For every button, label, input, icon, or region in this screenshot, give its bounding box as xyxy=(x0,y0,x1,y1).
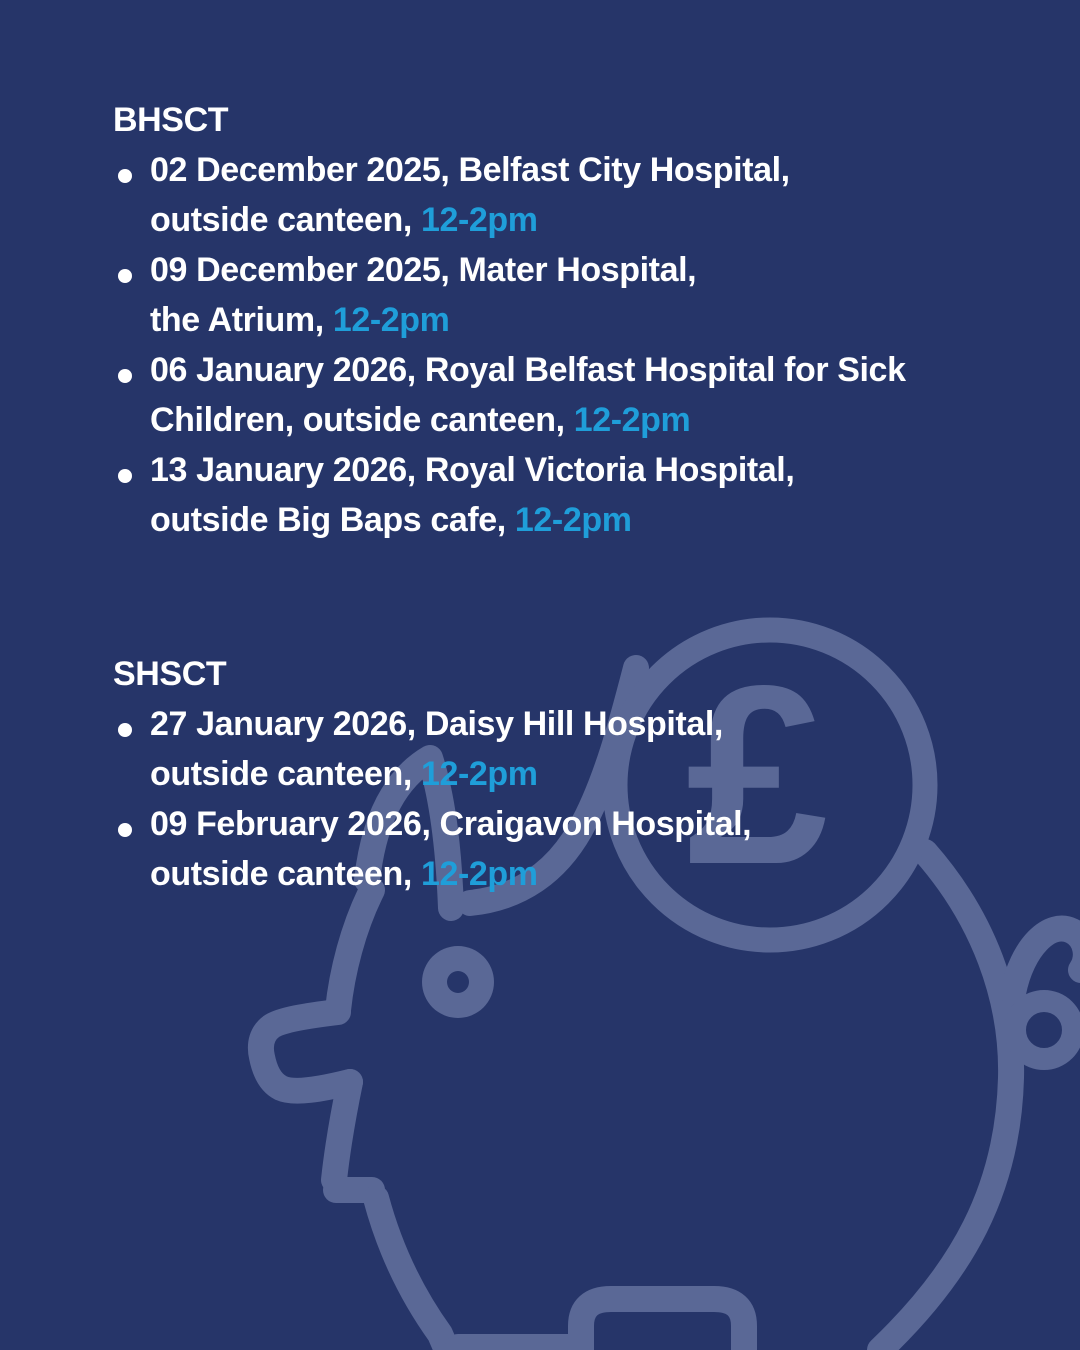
bullet-icon xyxy=(118,823,132,837)
event-line2 xyxy=(150,195,906,245)
event-line2 xyxy=(150,295,906,345)
section-heading: SHSCT xyxy=(113,655,227,693)
event-location: the Atrium, xyxy=(150,301,324,339)
event-line1: 27 January 2026, Daisy Hill Hospital, xyxy=(150,705,723,743)
pig-tail-hook xyxy=(1013,929,1080,993)
event-time: 12-2pm xyxy=(420,201,538,239)
event-time: 12-2pm xyxy=(332,301,450,339)
pig-eye-pupil xyxy=(447,971,469,993)
events-schedule xyxy=(113,95,906,899)
bullet-icon xyxy=(118,723,132,737)
event-line2 xyxy=(150,395,906,445)
section-heading: BHSCT xyxy=(113,101,229,139)
event-line2 xyxy=(150,749,906,799)
pig-back-right xyxy=(880,852,1011,1350)
event-line1: 06 January 2026, Royal Belfast Hospital for Sick xyxy=(150,351,906,389)
event-time: 12-2pm xyxy=(514,501,632,539)
event-item xyxy=(113,245,906,345)
event-line2 xyxy=(150,495,906,545)
bullet-icon xyxy=(118,469,132,483)
event-time: 12-2pm xyxy=(420,755,538,793)
bullet-icon xyxy=(118,169,132,183)
pound-sign-icon: £ xyxy=(686,633,828,918)
trust-section xyxy=(113,649,906,899)
pig-snout xyxy=(261,1012,350,1091)
event-location: Children, outside canteen, xyxy=(150,401,565,439)
event-location: outside canteen, xyxy=(150,201,412,239)
pig-front-leg xyxy=(376,1198,452,1350)
pig-cheek xyxy=(334,1082,350,1180)
bullet-icon xyxy=(118,269,132,283)
event-item xyxy=(113,445,906,545)
event-line1: 09 December 2025, Mater Hospital, xyxy=(150,251,697,289)
event-item xyxy=(113,345,906,445)
pig-tail-curl xyxy=(1015,1001,1073,1059)
trust-section xyxy=(113,95,906,545)
pig-face xyxy=(338,890,372,1010)
event-location: outside Big Baps cafe, xyxy=(150,501,506,539)
event-line1: 13 January 2026, Royal Victoria Hospital, xyxy=(150,451,795,489)
event-location: outside canteen, xyxy=(150,855,412,893)
event-item xyxy=(113,145,906,245)
event-line2 xyxy=(150,849,906,899)
event-item xyxy=(113,699,906,799)
bullet-icon xyxy=(118,369,132,383)
event-time: 12-2pm xyxy=(573,401,691,439)
pig-hind-leg xyxy=(581,1299,744,1350)
event-location: outside canteen, xyxy=(150,755,412,793)
event-line1: 02 December 2025, Belfast City Hospital, xyxy=(150,151,790,189)
event-time: 12-2pm xyxy=(420,855,538,893)
event-item xyxy=(113,799,906,899)
event-line1: 09 February 2026, Craigavon Hospital, xyxy=(150,805,752,843)
